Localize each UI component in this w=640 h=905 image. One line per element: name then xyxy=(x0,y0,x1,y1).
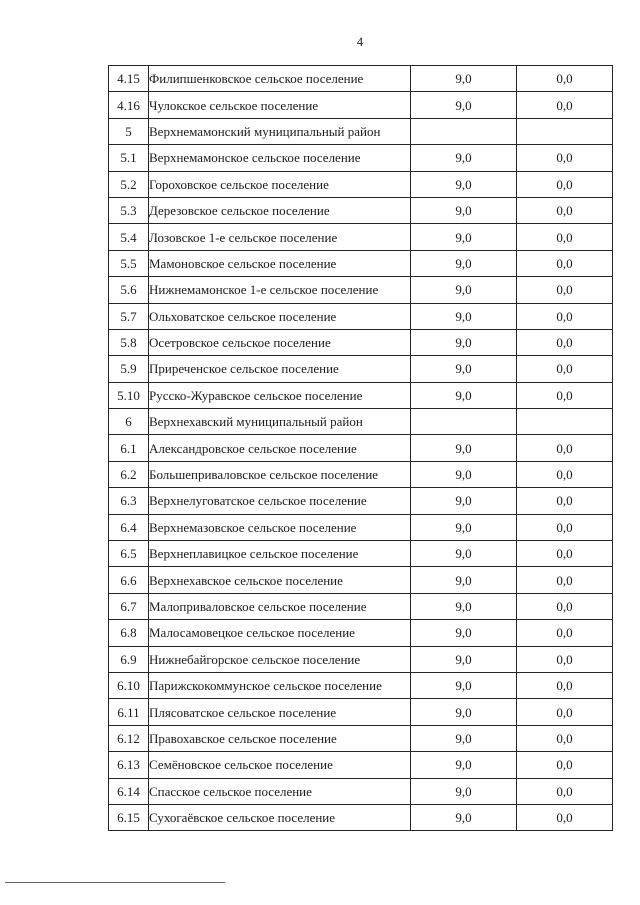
value-cell-2 xyxy=(517,409,613,435)
value-cell-2: 0,0 xyxy=(517,672,613,698)
value-cell-2: 0,0 xyxy=(517,699,613,725)
settlement-name: Семёновское сельское поселение xyxy=(149,752,411,778)
row-number: 4.15 xyxy=(109,66,149,92)
value-cell-2: 0,0 xyxy=(517,329,613,355)
value-cell-2: 0,0 xyxy=(517,92,613,118)
value-cell-1 xyxy=(411,118,517,144)
settlement-name: Верхнелуговатское сельское поселение xyxy=(149,488,411,514)
value-cell-2: 0,0 xyxy=(517,488,613,514)
value-cell-2: 0,0 xyxy=(517,646,613,672)
row-number: 5.7 xyxy=(109,303,149,329)
settlement-name: Нижнемамонское 1-е сельское поселение xyxy=(149,277,411,303)
value-cell-2: 0,0 xyxy=(517,435,613,461)
row-number: 6.6 xyxy=(109,567,149,593)
row-number: 5.2 xyxy=(109,171,149,197)
settlement-name: Осетровское сельское поселение xyxy=(149,329,411,355)
value-cell-2: 0,0 xyxy=(517,620,613,646)
table-row xyxy=(109,541,613,567)
settlement-name: Верхнемазовское сельское поселение xyxy=(149,514,411,540)
page-number: 4 xyxy=(356,35,364,49)
table-row xyxy=(109,514,613,540)
row-number: 5.3 xyxy=(109,197,149,223)
row-number: 5.10 xyxy=(109,382,149,408)
row-number: 5.6 xyxy=(109,277,149,303)
value-cell-2: 0,0 xyxy=(517,145,613,171)
value-cell-1: 9,0 xyxy=(411,329,517,355)
value-cell-2: 0,0 xyxy=(517,593,613,619)
table-row xyxy=(109,382,613,408)
table-row xyxy=(109,778,613,804)
table-row xyxy=(109,197,613,223)
value-cell-2: 0,0 xyxy=(517,514,613,540)
value-cell-1: 9,0 xyxy=(411,224,517,250)
settlement-name: Верхнехавский муниципальный район xyxy=(149,409,411,435)
table-row xyxy=(109,567,613,593)
table-row xyxy=(109,699,613,725)
value-cell-1: 9,0 xyxy=(411,725,517,751)
row-number: 6.9 xyxy=(109,646,149,672)
table-row xyxy=(109,145,613,171)
table-row xyxy=(109,646,613,672)
value-cell-1: 9,0 xyxy=(411,197,517,223)
table-row xyxy=(109,92,613,118)
value-cell-1: 9,0 xyxy=(411,593,517,619)
value-cell-1: 9,0 xyxy=(411,303,517,329)
row-number: 5.4 xyxy=(109,224,149,250)
settlement-name: Малосамовецкое сельское поселение xyxy=(149,620,411,646)
row-number: 6.14 xyxy=(109,778,149,804)
value-cell-1: 9,0 xyxy=(411,567,517,593)
row-number: 5 xyxy=(109,118,149,144)
row-number: 5.9 xyxy=(109,356,149,382)
settlement-name: Чулокское сельское поселение xyxy=(149,92,411,118)
settlement-name: Большеприваловское сельское поселение xyxy=(149,461,411,487)
table-row xyxy=(109,66,613,92)
table-row xyxy=(109,435,613,461)
row-number: 5.1 xyxy=(109,145,149,171)
row-number: 6 xyxy=(109,409,149,435)
settlement-name: Плясоватское сельское поселение xyxy=(149,699,411,725)
settlement-name: Лозовское 1-е сельское поселение xyxy=(149,224,411,250)
row-number: 6.4 xyxy=(109,514,149,540)
settlement-name: Приреченское сельское поселение xyxy=(149,356,411,382)
settlement-name: Нижнебайгорское сельское поселение xyxy=(149,646,411,672)
table-row xyxy=(109,250,613,276)
settlement-name: Александровское сельское поселение xyxy=(149,435,411,461)
table-row xyxy=(109,672,613,698)
value-cell-1: 9,0 xyxy=(411,699,517,725)
value-cell-1: 9,0 xyxy=(411,672,517,698)
value-cell-1: 9,0 xyxy=(411,488,517,514)
table-row xyxy=(109,488,613,514)
settlement-name: Сухогаёвское сельское поселение xyxy=(149,804,411,830)
value-cell-2: 0,0 xyxy=(517,277,613,303)
value-cell-1: 9,0 xyxy=(411,461,517,487)
value-cell-1: 9,0 xyxy=(411,171,517,197)
value-cell-2: 0,0 xyxy=(517,224,613,250)
settlement-name: Русско-Журавское сельское поселение xyxy=(149,382,411,408)
value-cell-1: 9,0 xyxy=(411,66,517,92)
value-cell-2 xyxy=(517,118,613,144)
settlement-name: Спасское сельское поселение xyxy=(149,778,411,804)
value-cell-2: 0,0 xyxy=(517,541,613,567)
settlement-name: Верхнеплавицкое сельское поселение xyxy=(149,541,411,567)
table-row xyxy=(109,804,613,830)
value-cell-2: 0,0 xyxy=(517,461,613,487)
value-cell-2: 0,0 xyxy=(517,171,613,197)
table-row xyxy=(109,277,613,303)
row-number: 5.5 xyxy=(109,250,149,276)
settlement-name: Гороховское сельское поселение xyxy=(149,171,411,197)
value-cell-1: 9,0 xyxy=(411,620,517,646)
row-number: 6.11 xyxy=(109,699,149,725)
settlement-name: Дерезовское сельское поселение xyxy=(149,197,411,223)
value-cell-2: 0,0 xyxy=(517,804,613,830)
table-row xyxy=(109,329,613,355)
table-row xyxy=(109,224,613,250)
settlement-name: Парижскокоммунское сельское поселение xyxy=(149,672,411,698)
value-cell-1: 9,0 xyxy=(411,92,517,118)
table-row xyxy=(109,620,613,646)
settlement-name: Малоприваловское сельское поселение xyxy=(149,593,411,619)
value-cell-1: 9,0 xyxy=(411,356,517,382)
row-number: 6.15 xyxy=(109,804,149,830)
row-number: 6.3 xyxy=(109,488,149,514)
value-cell-2: 0,0 xyxy=(517,197,613,223)
row-number: 6.10 xyxy=(109,672,149,698)
settlement-name: Филипшенковское сельское поселение xyxy=(149,66,411,92)
table-row xyxy=(109,725,613,751)
value-cell-1: 9,0 xyxy=(411,646,517,672)
table-body xyxy=(109,66,613,831)
table-row xyxy=(109,118,613,144)
value-cell-2: 0,0 xyxy=(517,250,613,276)
settlement-name: Верхнемамонское сельское поселение xyxy=(149,145,411,171)
row-number: 6.1 xyxy=(109,435,149,461)
table-row xyxy=(109,409,613,435)
footnote-divider xyxy=(5,882,225,883)
table-row xyxy=(109,752,613,778)
value-cell-1: 9,0 xyxy=(411,778,517,804)
table-row xyxy=(109,171,613,197)
value-cell-1: 9,0 xyxy=(411,435,517,461)
row-number: 6.12 xyxy=(109,725,149,751)
settlement-name: Верхнемамонский муниципальный район xyxy=(149,118,411,144)
settlement-name: Верхнехавское сельское поселение xyxy=(149,567,411,593)
row-number: 6.7 xyxy=(109,593,149,619)
value-cell-1: 9,0 xyxy=(411,804,517,830)
settlement-name: Ольховатское сельское поселение xyxy=(149,303,411,329)
row-number: 5.8 xyxy=(109,329,149,355)
value-cell-2: 0,0 xyxy=(517,303,613,329)
table-row xyxy=(109,461,613,487)
value-cell-1: 9,0 xyxy=(411,145,517,171)
value-cell-1: 9,0 xyxy=(411,541,517,567)
row-number: 6.5 xyxy=(109,541,149,567)
value-cell-2: 0,0 xyxy=(517,356,613,382)
settlement-name: Мамоновское сельское поселение xyxy=(149,250,411,276)
row-number: 6.8 xyxy=(109,620,149,646)
value-cell-2: 0,0 xyxy=(517,567,613,593)
settlements-table xyxy=(108,65,613,831)
value-cell-1: 9,0 xyxy=(411,382,517,408)
value-cell-1: 9,0 xyxy=(411,250,517,276)
value-cell-1: 9,0 xyxy=(411,752,517,778)
table-row xyxy=(109,356,613,382)
settlement-name: Правохавское сельское поселение xyxy=(149,725,411,751)
value-cell-1 xyxy=(411,409,517,435)
table-row xyxy=(109,303,613,329)
value-cell-2: 0,0 xyxy=(517,778,613,804)
value-cell-2: 0,0 xyxy=(517,725,613,751)
row-number: 4.16 xyxy=(109,92,149,118)
row-number: 6.13 xyxy=(109,752,149,778)
value-cell-1: 9,0 xyxy=(411,277,517,303)
row-number: 6.2 xyxy=(109,461,149,487)
value-cell-2: 0,0 xyxy=(517,752,613,778)
value-cell-2: 0,0 xyxy=(517,66,613,92)
value-cell-2: 0,0 xyxy=(517,382,613,408)
value-cell-1: 9,0 xyxy=(411,514,517,540)
table-row xyxy=(109,593,613,619)
